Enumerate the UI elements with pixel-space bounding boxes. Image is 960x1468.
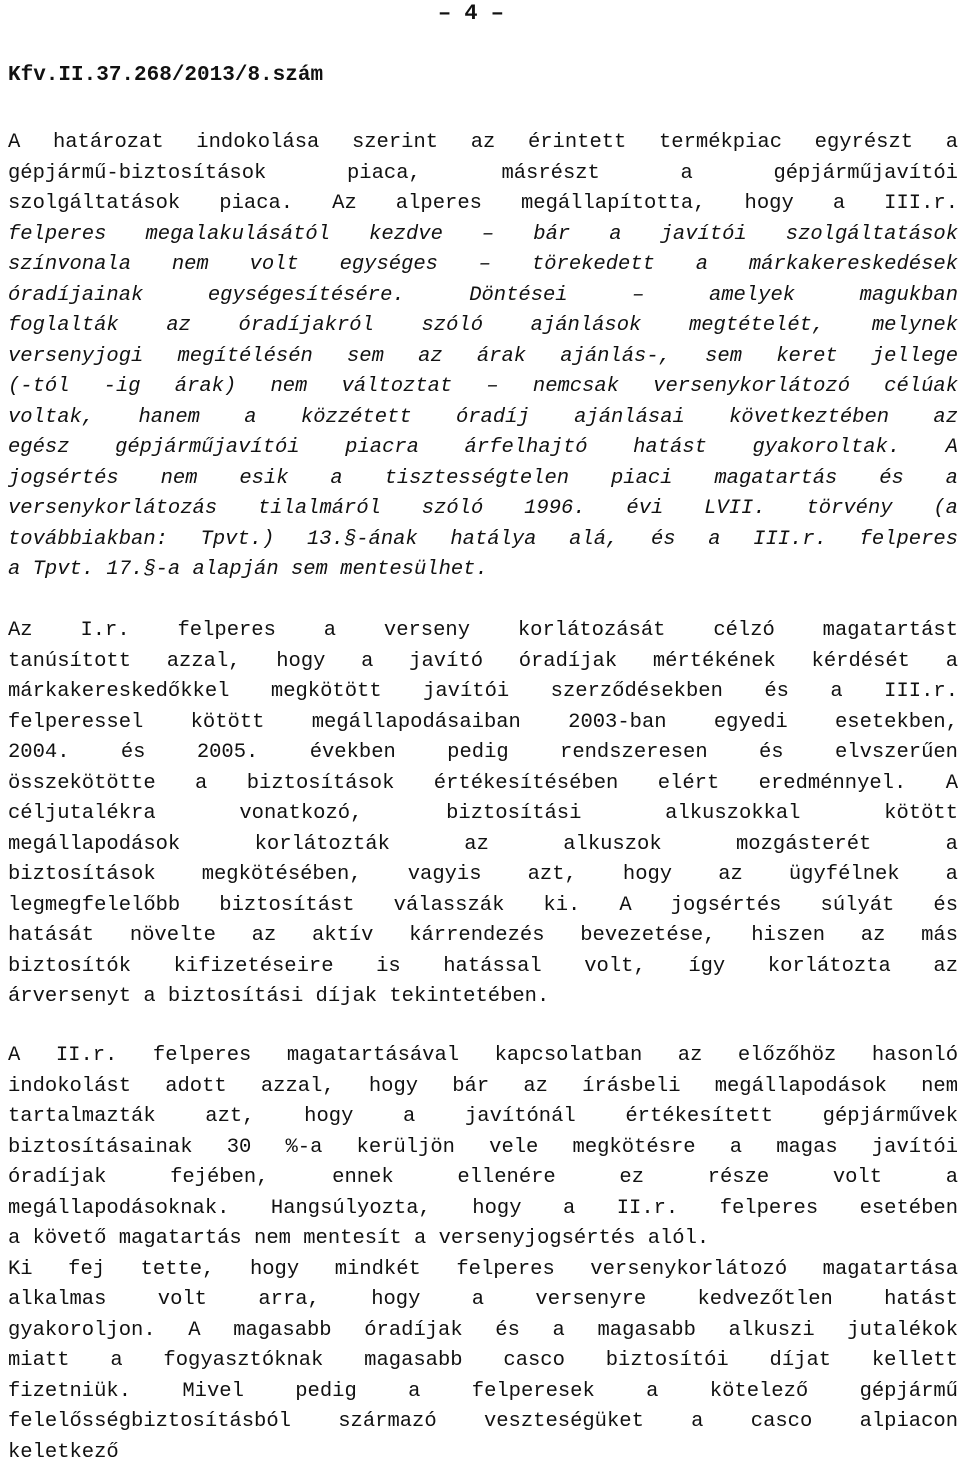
text-line: gépjármű-biztosítások piaca, másrészt a gépjárműjavítói [8, 159, 958, 190]
paragraph-1 [8, 128, 958, 586]
text-line: megállapodásoknak. Hangsúlyozta, hogy a II.r. felperes esetében [8, 1194, 958, 1225]
text-line: megállapodások korlátozták az alkuszok mozgásterét a [8, 830, 958, 861]
text-line: foglalták az óradíjakról szóló ajánlások megtételét, melynek [8, 311, 958, 342]
case-number: Kfv.II.37.268/2013/8.szám [8, 62, 323, 90]
text-line: szolgáltatások piaca. Az alperes megállapította, hogy a III.r. [8, 189, 958, 220]
text-line: óradíjak fejében, ennek ellenére ez része volt a [8, 1163, 958, 1194]
text-line: árversenyt a biztosítási díjak tekintetében. [8, 982, 958, 1013]
text-line: összekötötte a biztosítások értékesítésében elért eredménnyel. A [8, 769, 958, 800]
text-line: tartalmazták azt, hogy a javítónál értékesített gépjárművek [8, 1102, 958, 1133]
text-line: indokolást adott azzal, hogy bár az írásbeli megállapodások nem [8, 1072, 958, 1103]
text-line: versenykorlátozás tilalmáról szóló 1996. évi LVII. törvény (a [8, 494, 958, 525]
text-line: céljutalékra vonatkozó, biztosítási alkuszokkal kötött [8, 799, 958, 830]
text-line: voltak, hanem a közzétett óradíj ajánlásai következtében az [8, 403, 958, 434]
text-line: színvonala nem volt egységes – törekedett a márkakereskedések [8, 250, 958, 281]
text-line: hatását növelte az aktív kárrendezés bevezetése, hiszen az más [8, 921, 958, 952]
text-line: jogsértés nem esik a tisztességtelen piaci magatartás és a [8, 464, 958, 495]
paragraph-3 [8, 1041, 958, 1468]
text-line: biztosításainak 30 %-a kerüljön vele megkötésre a magas javítói [8, 1133, 958, 1164]
text-line: továbbiakban: Tpvt.) 13.§-ának hatálya alá, és a III.r. felperes [8, 525, 958, 556]
text-line: óradíjainak egységesítésére. Döntései – amelyek magukban [8, 281, 958, 312]
text-line: fizetniük. Mivel pedig a felperesek a kötelező gépjármű [8, 1377, 958, 1408]
text-line: A határozat indokolása szerint az érintett termékpiac egyrészt a [8, 128, 958, 159]
text-line: biztosítások megkötésében, vagyis azt, hogy az ügyfélnek a [8, 860, 958, 891]
text-line: legmegfelelőbb biztosítást válasszák ki. A jogsértés súlyát és [8, 891, 958, 922]
text-line: gyakoroljon. A magasabb óradíjak és a magasabb alkuszi jutalékok [8, 1316, 958, 1347]
text-line: felperes megalakulásától kezdve – bár a javítói szolgáltatások [8, 220, 958, 251]
text-line: A II.r. felperes magatartásával kapcsolatban az előzőhöz hasonló [8, 1041, 958, 1072]
text-line: márkakereskedőkkel megkötött javítói szerződésekben és a III.r. [8, 677, 958, 708]
text-line: alkalmas volt arra, hogy a versenyre kedvezőtlen hatást [8, 1285, 958, 1316]
text-line: a követő magatartás nem mentesít a versenyjogsértés alól. [8, 1224, 958, 1255]
text-line: 2004. és 2005. években pedig rendszeresen és elvszerűen [8, 738, 958, 769]
text-line: egész gépjárműjavítói piacra árfelhajtó hatást gyakoroltak. A [8, 433, 958, 464]
text-line: Az I.r. felperes a verseny korlátozását célzó magatartást [8, 616, 958, 647]
paragraph-2 [8, 616, 958, 1013]
text-line: tanúsított azzal, hogy a javító óradíjak mértékének kérdését a [8, 647, 958, 678]
text-line: versenyjogi megítélésén sem az árak ajánlás-, sem keret jellege [8, 342, 958, 373]
text-line: felperessel kötött megállapodásaiban 2003-ban egyedi esetekben, [8, 708, 958, 739]
text-line: Ki fej tette, hogy mindkét felperes versenykorlátozó magatartása [8, 1255, 958, 1286]
text-line: miatt a fogyasztóknak magasabb casco biztosítói díjat kellett [8, 1346, 958, 1377]
page-number: – 4 – [438, 0, 504, 28]
text-line: a Tpvt. 17.§-a alapján sem mentesülhet. [8, 555, 958, 586]
text-line: biztosítók kifizetéseire is hatással volt, így korlátozta az [8, 952, 958, 983]
text-line: felelősségbiztosításból származó veszteségüket a casco alpiacon [8, 1407, 958, 1438]
text-line: (-tól -ig árak) nem változtat – nemcsak versenykorlátozó célúak [8, 372, 958, 403]
text-line: keletkező [8, 1438, 958, 1468]
